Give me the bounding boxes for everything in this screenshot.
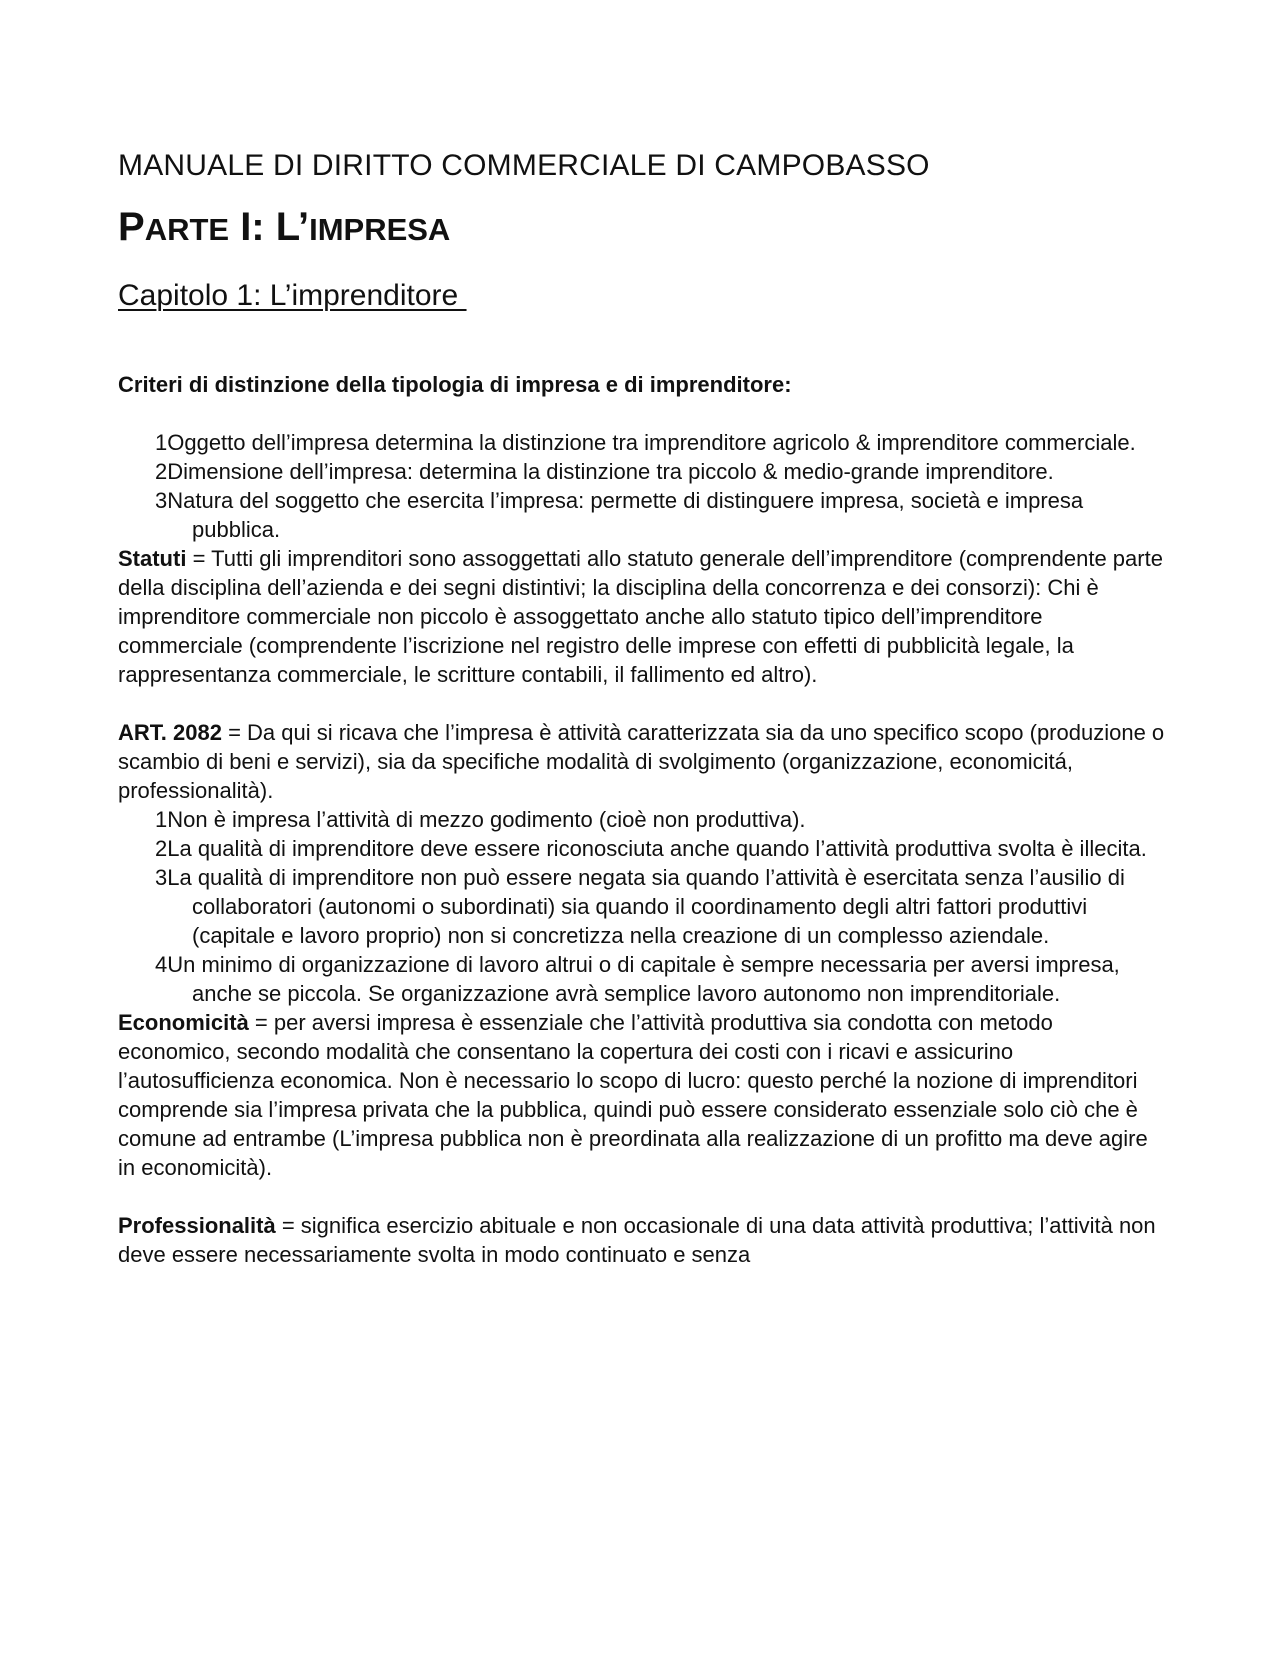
list-item: 2La qualità di imprenditore deve essere riconosciuta anche quando l’attività produttiva svolta è illecita.: [155, 836, 1147, 861]
part-title: [118, 204, 1168, 256]
list-item: 4Un minimo di organizzazione di lavoro altrui o di capitale è sempre necessaria per aversi impresa, anche se piccola. Se organizzazione avrà semplice lavoro autonomo non imprenditoriale.: [155, 952, 1120, 1006]
list-item: 1Oggetto dell’impresa determina la distinzione tra imprenditore agricolo & imprenditore commerciale.: [155, 430, 1136, 455]
economicita-text: = per aversi impresa è essenziale che l’attività produttiva sia condotta con metodo economico, secondo modalità che consentano la copertura dei costi con i ricavi e assicurino l’autosufficienza economica. Non è necessario lo scopo di lucro: questo perché la nozione di imprenditori comprende sia l’impresa privata che la pubblica, quindi può essere considerato essenziale solo ciò che è comune ad entrambe (L’impresa pubblica non è preordinata alla realizzazione di un profitto ma deve agire in economicità).: [118, 1010, 1148, 1180]
statuti-text: = Tutti gli imprenditori sono assoggettati allo statuto generale dell’imprenditore (comprendente parte della disciplina dell’azienda e dei segni distintivi; la disciplina della concorrenza e dei consorzi): Chi è imprenditore commerciale non piccolo è assoggettato anche allo statuto tipico dell’imprenditore commerciale (comprendente l’iscrizione nel registro delle imprese con effetti di pubblicità legale, la rappresentanza commerciale, le scritture contabili, il fallimento ed altro).: [118, 546, 1163, 687]
list-item: 3La qualità di imprenditore non può essere negata sia quando l’attività è esercitata senza l’ausilio di collaboratori (autonomi o subordinati) sia quando il coordinamento degli altri fattori produttivi (capitale e lavoro proprio) non si concretizza nella creazione di un complesso aziendale.: [155, 865, 1125, 948]
part-title-numeral: I: L’: [229, 205, 310, 249]
list-item: 1Non è impresa l’attività di mezzo godimento (cioè non produttiva).: [155, 807, 806, 832]
professionalita-text: = significa esercizio abituale e non occasionale di una data attività produttiva; l’attività non deve essere necessariamente svolta in modo continuato e senza: [118, 1213, 1156, 1267]
art2082-paragraph: [118, 718, 1168, 805]
part-title-initial: P: [118, 205, 145, 249]
document-title: MANUALE DI DIRITTO COMMERCIALE DI CAMPOBASSO: [118, 149, 930, 182]
criteria-list: [118, 428, 1168, 544]
criteria-heading: Criteri di distinzione della tipologia di impresa e di imprenditore:: [118, 372, 792, 397]
economicita-paragraph: [118, 1008, 1168, 1182]
professionalita-paragraph: [118, 1211, 1168, 1269]
art2082-text: = Da qui si ricava che l’impresa è attività caratterizzata sia da uno specifico scopo (produzione o scambio di beni e servizi), sia da specifiche modalità di svolgimento (organizzazione, economicitá, professionalità).: [118, 720, 1165, 803]
list-item: 2Dimensione dell’impresa: determina la distinzione tra piccolo & medio-grande imprenditore.: [155, 459, 1054, 484]
statuti-term: Statuti: [118, 546, 187, 571]
document-content: [118, 148, 1168, 1269]
part-title-subject: IMPRESA: [309, 212, 451, 247]
part-title-word: ARTE: [144, 212, 230, 247]
art2082-list: [118, 805, 1168, 1008]
chapter-title: Capitolo 1: L’imprenditore: [118, 279, 467, 312]
list-item: 3Natura del soggetto che esercita l’impresa: permette di distinguere impresa, società e impresa pubblica.: [155, 488, 1084, 542]
statuti-paragraph: [118, 544, 1168, 689]
professionalita-term: Professionalità: [118, 1213, 276, 1238]
document-body: [118, 370, 1168, 1269]
art2082-term: ART. 2082: [118, 720, 222, 745]
economicita-term: Economicità: [118, 1010, 249, 1035]
